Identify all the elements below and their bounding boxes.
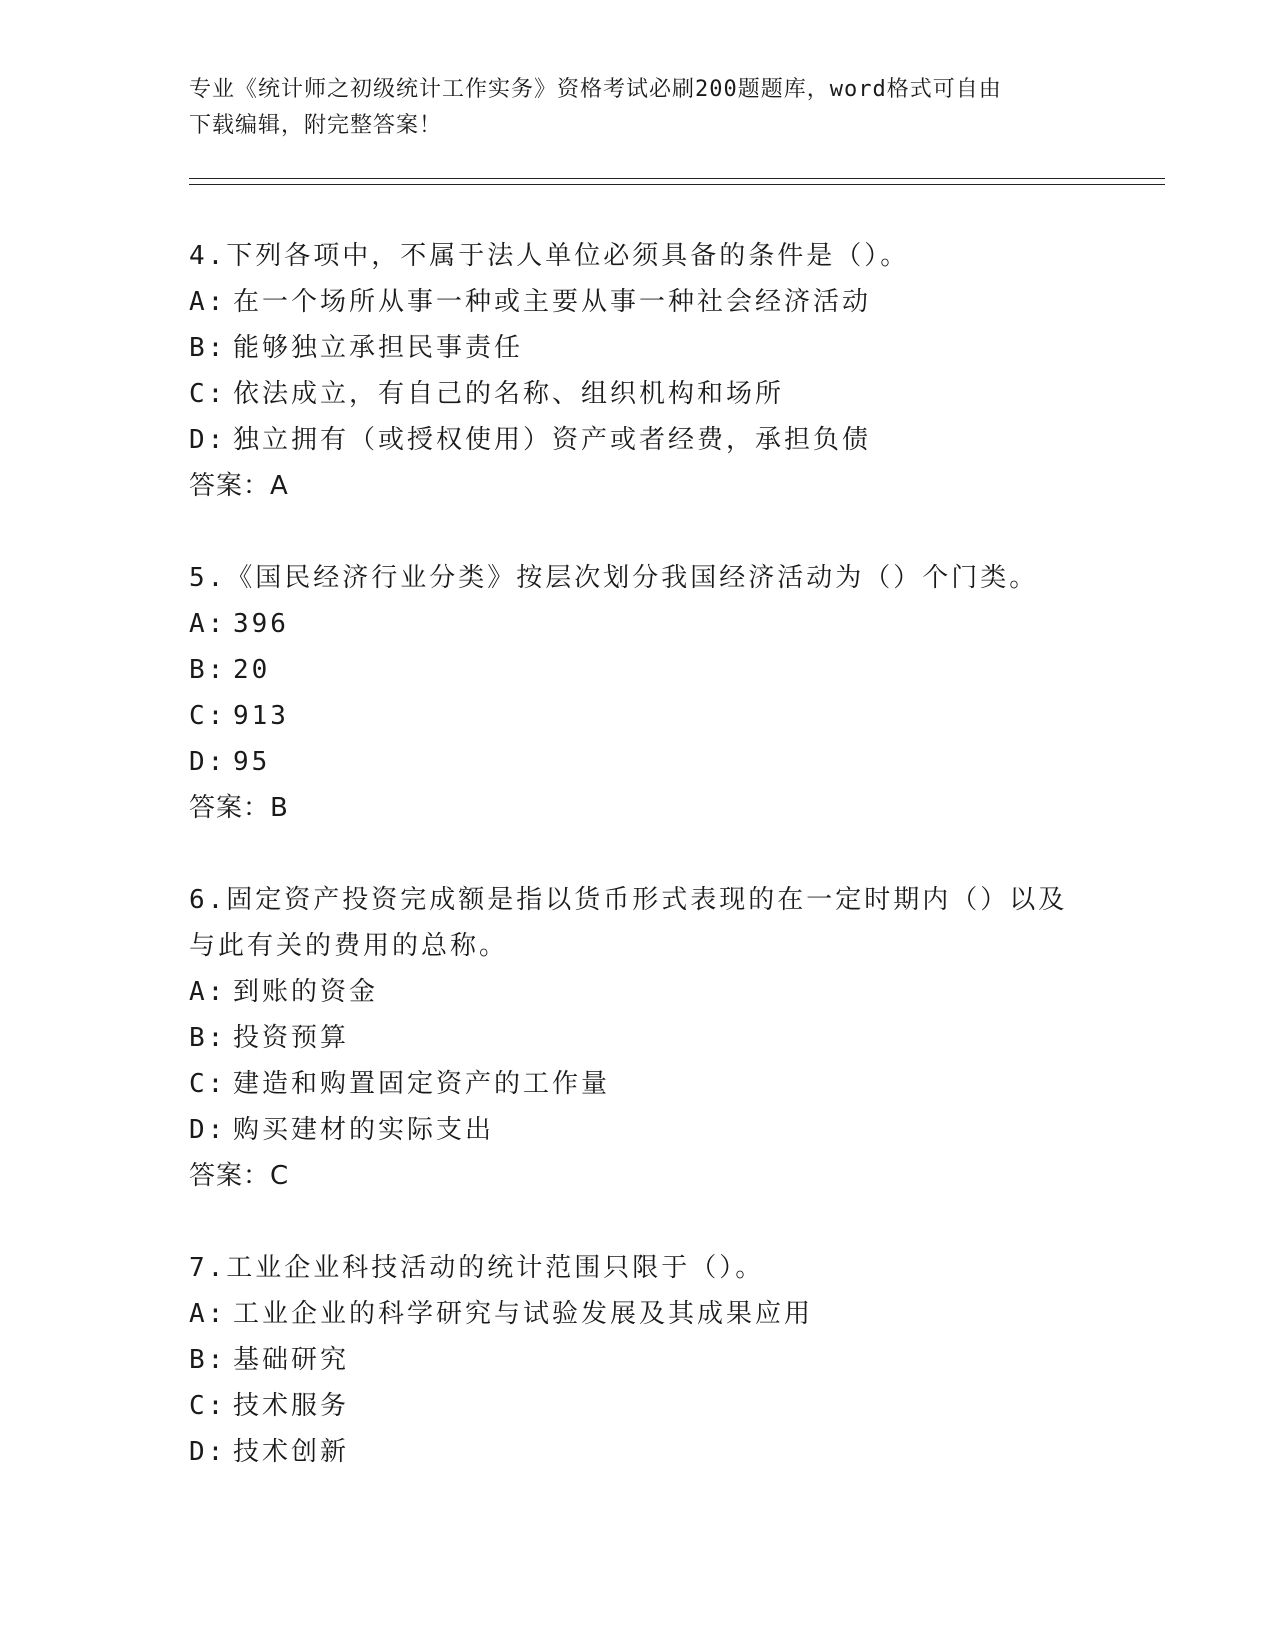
option-text: 技术服务: [233, 1391, 350, 1421]
option-text: 到账的资金: [233, 977, 379, 1007]
option-c: [189, 371, 1089, 417]
option-key: C:: [189, 1391, 227, 1421]
option-key: A:: [189, 287, 227, 317]
header-divider-top: [189, 178, 1165, 179]
option-d: [189, 417, 1089, 463]
option-c: [189, 693, 1089, 739]
option-text: 基础研究: [233, 1345, 350, 1375]
option-key: A:: [189, 977, 227, 1007]
option-key: D:: [189, 425, 227, 455]
option-text: 396: [233, 609, 289, 639]
option-d: [189, 1429, 1089, 1475]
option-text: 工业企业的科学研究与试验发展及其成果应用: [233, 1299, 814, 1329]
option-a: [189, 969, 1089, 1015]
option-key: C:: [189, 701, 227, 731]
question-6: [189, 877, 1089, 1199]
option-text: 95: [233, 747, 271, 777]
question-stem: 4.下列各项中，不属于法人单位必须具备的条件是（）。: [189, 241, 910, 271]
question-stem: 7.工业企业科技活动的统计范围只限于（）。: [189, 1253, 765, 1283]
option-c: [189, 1061, 1089, 1107]
option-text: 20: [233, 655, 271, 685]
question-stem: 6.固定资产投资完成额是指以货币形式表现的在一定时期内（）以及与此有关的费用的总称。: [189, 885, 1068, 961]
option-key: B:: [189, 1023, 227, 1053]
option-key: A:: [189, 1299, 227, 1329]
option-key: D:: [189, 1437, 227, 1467]
option-b: [189, 1015, 1089, 1061]
option-a: [189, 279, 1089, 325]
header-divider-bottom: [189, 184, 1165, 185]
option-b: [189, 647, 1089, 693]
option-key: D:: [189, 1115, 227, 1145]
option-text: 913: [233, 701, 289, 731]
question-stem: 5.《国民经济行业分类》按层次划分我国经济活动为（）个门类。: [189, 563, 1039, 593]
option-b: [189, 1337, 1089, 1383]
question-4: [189, 233, 1089, 509]
option-key: C:: [189, 379, 227, 409]
option-key: C:: [189, 1069, 227, 1099]
option-text: 独立拥有（或授权使用）资产或者经费，承担负债: [233, 425, 872, 455]
option-text: 依法成立，有自己的名称、组织机构和场所: [233, 379, 785, 409]
header-line-1: 专业《统计师之初级统计工作实务》资格考试必刷200题题库，word格式可自由: [189, 77, 1002, 102]
option-text: 购买建材的实际支出: [233, 1115, 495, 1145]
option-text: 投资预算: [233, 1023, 350, 1053]
option-d: [189, 1107, 1089, 1153]
option-d: [189, 739, 1089, 785]
answer-line: 答案：A: [189, 471, 289, 501]
option-key: D:: [189, 747, 227, 777]
option-b: [189, 325, 1089, 371]
document-header: [189, 72, 1089, 144]
option-key: B:: [189, 655, 227, 685]
answer-line: 答案：C: [189, 1161, 290, 1191]
option-text: 在一个场所从事一种或主要从事一种社会经济活动: [233, 287, 872, 317]
option-key: B:: [189, 1345, 227, 1375]
question-7: [189, 1245, 1089, 1475]
option-key: B:: [189, 333, 227, 363]
option-c: [189, 1383, 1089, 1429]
option-text: 建造和购置固定资产的工作量: [233, 1069, 611, 1099]
answer-line: 答案：B: [189, 793, 289, 823]
option-text: 技术创新: [233, 1437, 350, 1467]
option-text: 能够独立承担民事责任: [233, 333, 524, 363]
question-5: [189, 555, 1089, 831]
option-a: [189, 1291, 1089, 1337]
option-key: A:: [189, 609, 227, 639]
option-a: [189, 601, 1089, 647]
header-line-2: 下载编辑，附完整答案！: [189, 113, 443, 138]
